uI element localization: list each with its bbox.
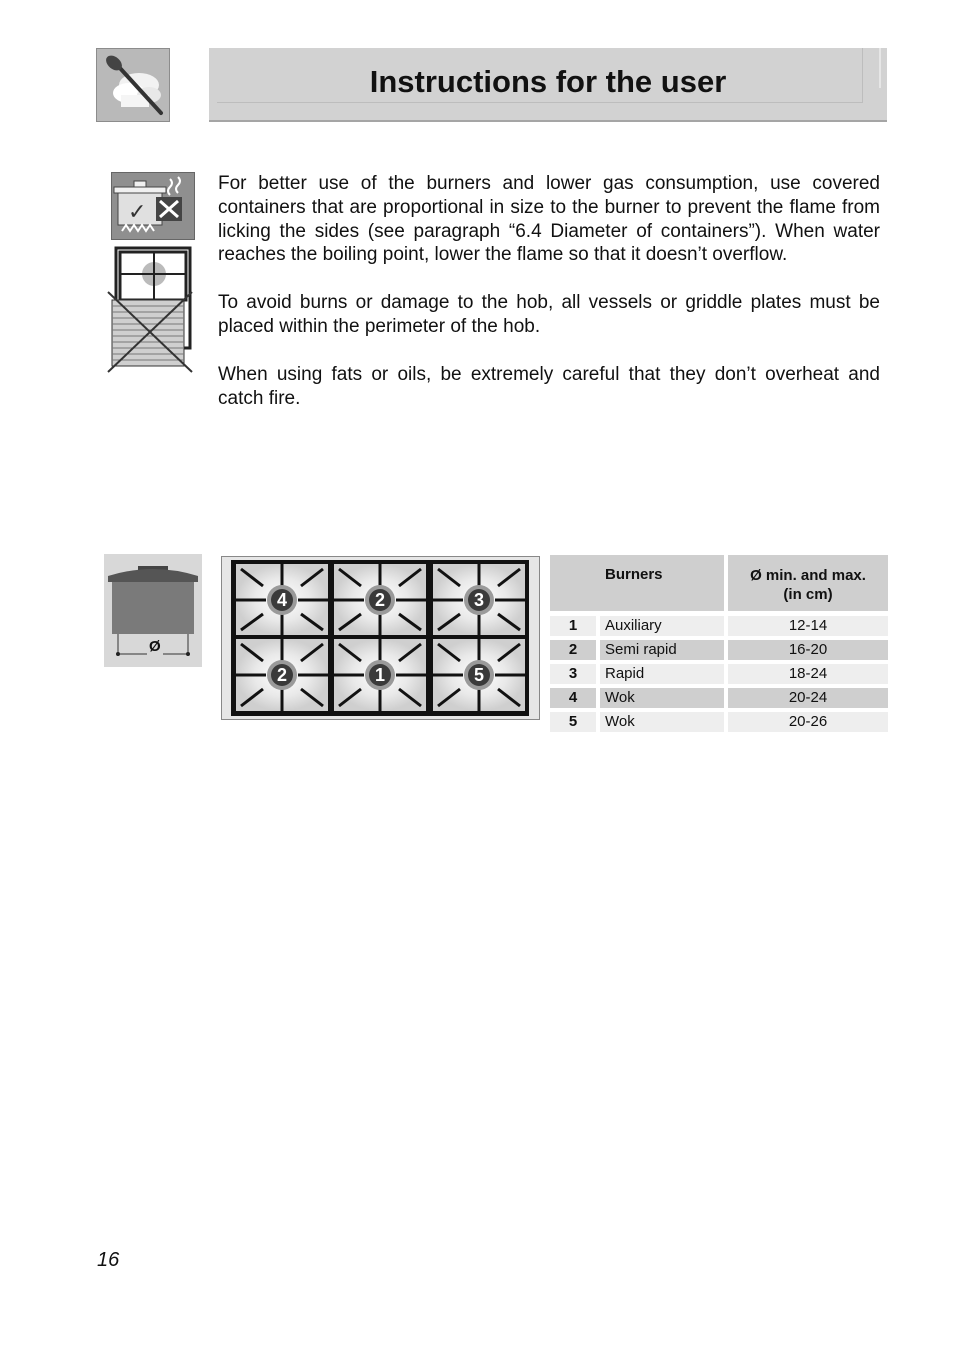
table-row: 5 Wok 20-26 <box>550 712 888 732</box>
column-header-burners: Burners <box>550 555 724 611</box>
table-row: 4 Wok 20-24 <box>550 688 888 708</box>
covered-pot-icon <box>111 172 195 240</box>
griddle-off-hob-icon <box>106 246 198 376</box>
column-header-diameter: Ø min. and max. (in cm) <box>728 555 888 611</box>
page-number: 16 <box>97 1249 120 1271</box>
paragraph-covered-containers: For better use of the burners and lower gas consumption, use covered containers that are proportional in size to the burner to prevent the flame from licking the sides (see paragraph “6.4 Diameter of containers”). When water reaches the boiling point, lower the flame so that it doesn’t overflow. <box>218 173 880 266</box>
paragraph-vessel-placement: To avoid burns or damage to the hob, all vessels or griddle plates must be placed within the perimeter of the hob. <box>218 292 880 337</box>
instructions-text <box>218 172 880 434</box>
burner-number-bottom-right: 5 <box>473 665 485 685</box>
burner-number-top-left: 4 <box>276 590 288 610</box>
pot-diameter-icon <box>104 554 202 667</box>
burner-number-bottom-left: 2 <box>276 665 288 685</box>
page-title: Instructions for the user <box>369 64 727 99</box>
chef-hat-spoon-icon <box>96 48 170 122</box>
table-row: 1 Auxiliary 12-14 <box>550 616 888 636</box>
hob-burner-layout <box>221 556 540 720</box>
burner-number-top-middle: 2 <box>374 590 386 610</box>
burner-number-bottom-middle: 1 <box>374 665 386 685</box>
table-header <box>550 555 888 611</box>
header-bar <box>209 48 887 122</box>
burner-number-top-right: 3 <box>473 590 485 610</box>
table-row: 3 Rapid 18-24 <box>550 664 888 684</box>
diameter-symbol-label: Ø <box>149 638 161 655</box>
svg-text:✓: ✓ <box>128 200 147 225</box>
paragraph-fats-oils: When using fats or oils, be extremely careful that they don’t overheat and catch fire. <box>218 363 880 409</box>
table-row: 2 Semi rapid 16-20 <box>550 640 888 660</box>
